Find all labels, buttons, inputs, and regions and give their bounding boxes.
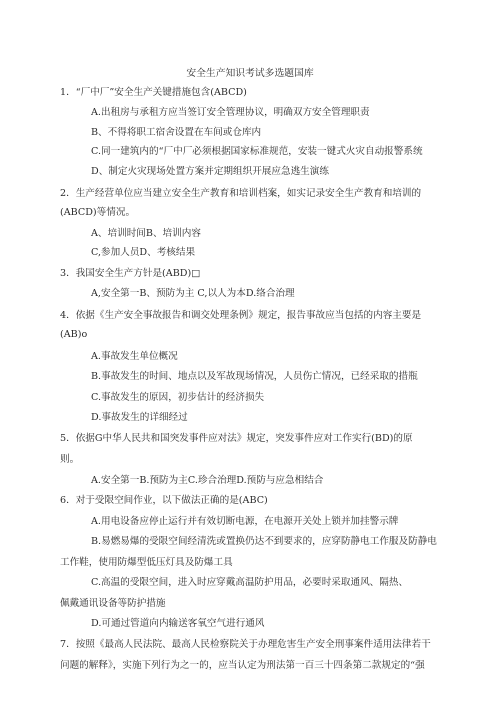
question-text: 3．我国安全生产方针是(ABD)□ [60,268,201,279]
question-text: 5．依据G中华人民共和国突发事件应对法》规定，突发事件应对工作实行(BD)的原 [60,433,413,444]
option-text: A.用电设备应停止运行并有效切断电源，在电源开关处上锁并加挂警示牌 [91,516,399,527]
question-text: 4．依据《生产安全事故报告和调交处理条例》规定，报告事故应当包括的内容主要是 [60,310,422,321]
option-text: A.安全第一B.预防为主C.珍合治理D.预防与应急相结合 [91,475,324,486]
continuation-text: 则。 [60,454,80,465]
option-text: B.易燃易爆的受限空间经清洗或置换仍达不到要求的，应穿防静电工作服及防静电 [91,536,437,547]
continuation-text: 佩戴通讯设备等防护措施 [60,598,166,609]
document-title: 安全生产知识考试多选题国库 [186,68,314,79]
option-text: A.出租房与承租方应当签订安全管理协议，明确双方安全管理职责 [91,107,370,118]
option-text: A.事故发生单位概况 [91,351,178,362]
option-text: C.同一建筑内的“厂中厂必须根据国家标准规范，安装一键式火灾自动报警系统 [91,146,423,157]
option-text: D、制定火灾现场处置方案并定期组织开展应急逃生演练 [91,166,329,177]
continuation-text: (AB)o [60,329,88,340]
option-text: B、不得将职工宿舍设置在车间或仓库内 [91,127,262,138]
question-text: 2．生产经营单位应当建立安全生产教育和培训档案，如实记录安全生产教育和培训的 [60,188,422,199]
option-text: D.可通过管道向内输送客氧空气进行通风 [91,618,265,629]
option-text: C,参加人员D、考核结果 [91,247,196,258]
option-text: A、培训时间B、培训内容 [91,228,201,239]
option-text: C.高温的受限空间，进入时应穿戴高温防护用品，必要时采取通风、隔热、 [91,577,409,588]
question-text: 6．对于受限空间作业，以下做法正确的是(ABC) [60,495,268,506]
question-text: 1．“厂中厂”安全生产关键措施包含(ABCD) [60,87,247,98]
continuation-text: 问题的解释》，实施下列行为之一的，应当认定为刑法第一百三十四条第二款规定的“强 [60,660,425,671]
continuation-text: (ABCD)等情况。 [60,207,136,218]
question-text: 7．按照《最高人民法院、最高人民检察院关于办理危害生产安全刑事案件适用法律若干 [60,639,431,650]
option-text: A,安全第一B、预防为主 C,以人为本D.络合治理 [91,288,295,299]
option-text: B.事故发生的时间、地点以及军故现场情况，人员伤亡情况，已经采取的措瓶 [91,371,418,382]
option-text: C.事故发生的原因，初步估计的经济损失 [91,392,265,403]
option-text: D.事故发生的详细经过 [91,412,188,423]
continuation-text: 工作鞋，使用防爆型低压灯具及防爆工具 [60,557,233,568]
